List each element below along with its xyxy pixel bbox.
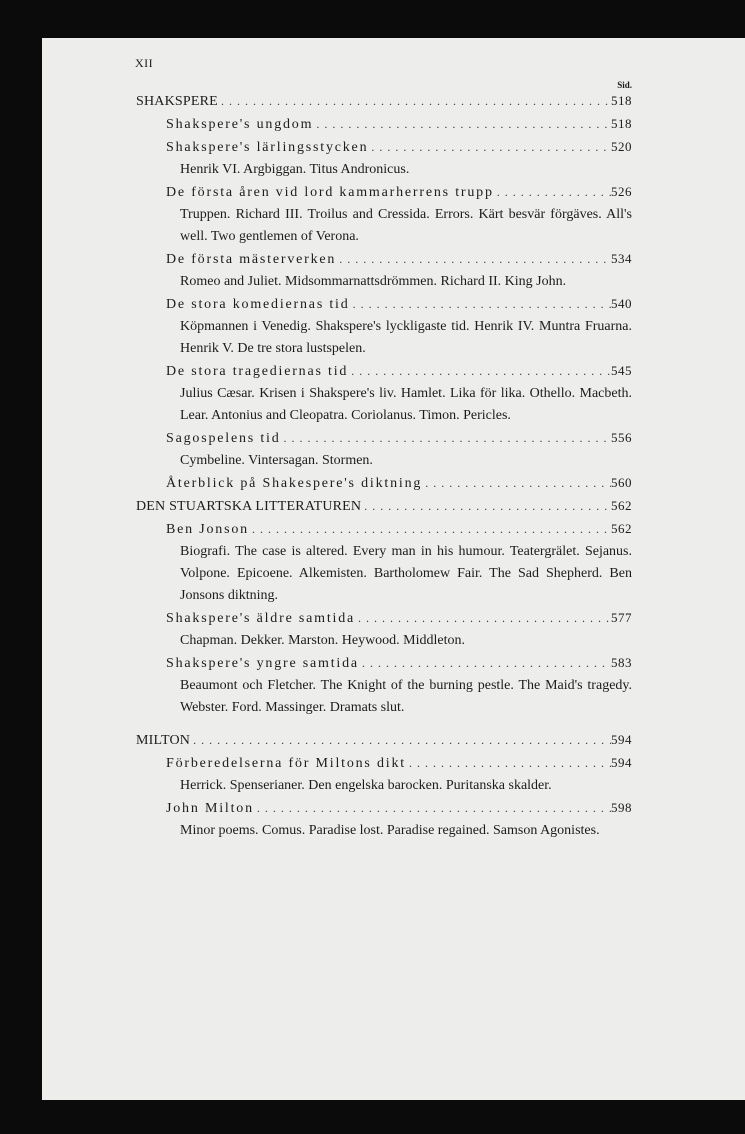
toc-title: MILTON (136, 733, 191, 748)
dot-leader (348, 360, 611, 382)
toc-entry (166, 652, 632, 675)
toc-description: Cymbeline. Vintersagan. Stormen. (180, 453, 373, 468)
toc-title: De stora tragediernas tid (166, 364, 349, 379)
dot-leader (281, 427, 612, 449)
toc-description: Truppen. Richard III. Troilus and Cressida. Errors. Kärt besvär förgäves. All's well. Two gentlemen of Verona. (180, 207, 632, 244)
dot-leader (350, 293, 611, 315)
toc-page: 545 (611, 363, 632, 378)
toc-entry (166, 360, 632, 383)
toc-title: Ben Jonson (166, 522, 249, 537)
toc-page: 562 (611, 498, 632, 513)
toc-page: 560 (611, 475, 632, 490)
toc-title: Återblick på Shakespere's diktning (166, 476, 423, 491)
toc-description: Minor poems. Comus. Paradise lost. Paradise regained. Samson Agonistes. (180, 823, 600, 838)
toc-description: Beaumont och Fletcher. The Knight of the burning pestle. The Maid's tragedy. Webster. Ford. Massinger. Dramats slut. (180, 678, 632, 715)
toc-title: Shakspere's ungdom (166, 117, 314, 132)
toc-entry (166, 248, 632, 271)
toc-entry (166, 752, 632, 775)
dot-leader (190, 729, 611, 751)
dot-leader (494, 181, 611, 203)
dot-leader (368, 136, 611, 158)
toc-entry-shakspere (136, 90, 632, 113)
toc-description: Herrick. Spenserianer. Den engelska barocken. Puritanska skalder. (180, 778, 552, 793)
toc-page: 534 (611, 251, 632, 266)
toc-description: Romeo and Juliet. Midsommarnattsdrömmen. Richard II. King John. (180, 274, 567, 289)
toc-page: 562 (611, 521, 632, 536)
dot-leader (249, 518, 611, 540)
toc-page: 518 (611, 93, 632, 108)
toc-page: 577 (611, 610, 632, 625)
toc-title: Shakspere's äldre samtida (166, 611, 356, 626)
dot-leader (336, 248, 611, 270)
toc-title: Shakspere's lärlingsstycken (166, 140, 369, 155)
dot-leader (218, 90, 611, 112)
dot-leader (313, 113, 611, 135)
toc-title: De första mästerverken (166, 252, 337, 267)
toc-entry (166, 113, 632, 136)
toc-page: 598 (611, 800, 632, 815)
toc-entry (166, 293, 632, 316)
page-column-label: Sid. (617, 80, 632, 90)
toc-title: Shakspere's yngre samtida (166, 656, 359, 671)
toc-description: Chapman. Dekker. Marston. Heywood. Middleton. (180, 633, 466, 648)
toc-page: 594 (611, 755, 632, 770)
toc-entry (166, 472, 632, 495)
toc-page: 518 (611, 116, 632, 131)
toc-title: John Milton (166, 801, 254, 816)
toc-title: De första åren vid lord kammarherrens trupp (166, 185, 494, 200)
toc-entry (166, 136, 632, 159)
toc-title: De stora komediernas tid (166, 297, 350, 312)
toc-entry (166, 518, 632, 541)
dot-leader (355, 607, 611, 629)
toc-title: Sagospelens tid (166, 431, 281, 446)
toc-entry (166, 181, 632, 204)
dot-leader (254, 797, 611, 819)
toc-page: 526 (611, 184, 632, 199)
dot-leader (422, 472, 611, 494)
toc-description: Biografi. The case is altered. Every man in his humour. Teatergrälet. Sejanus. Volpone. Epicoene. Alkemisten. Bartholomew Fair. The Sad Shepherd. Ben Jonsons diktning. (180, 544, 632, 603)
toc-page: 556 (611, 430, 632, 445)
toc-page: 583 (611, 655, 632, 670)
toc-title: SHAKSPERE (136, 94, 218, 109)
toc-page: 540 (611, 296, 632, 311)
toc-page: 594 (611, 732, 632, 747)
toc-title: Förberedelserna för Miltons dikt (166, 756, 406, 771)
toc-title: DEN STUARTSKA LITTERATUREN (136, 499, 362, 514)
toc-description: Henrik VI. Argbiggan. Titus Andronicus. (180, 162, 410, 177)
dot-leader (361, 495, 611, 517)
toc-entry-stuartska (136, 495, 632, 518)
toc-description: Julius Cæsar. Krisen i Shakspere's liv. Hamlet. Lika för lika. Othello. Macbeth. Lear. Antonius and Cleopatra. Coriolanus. Timon. Pericles. (180, 386, 632, 423)
toc-description: Köpmannen i Venedig. Shakspere's lyckligaste tid. Henrik IV. Muntra Fruarna. Henrik V. De tre stora lustspelen. (180, 319, 632, 356)
toc-entry (166, 427, 632, 450)
toc-page: 520 (611, 139, 632, 154)
dot-leader (359, 652, 611, 674)
page-number: XII (135, 56, 154, 70)
toc-entry-milton (136, 729, 632, 752)
toc-entry (166, 797, 632, 820)
table-of-contents (130, 90, 632, 842)
dot-leader (406, 752, 611, 774)
toc-entry (166, 607, 632, 630)
